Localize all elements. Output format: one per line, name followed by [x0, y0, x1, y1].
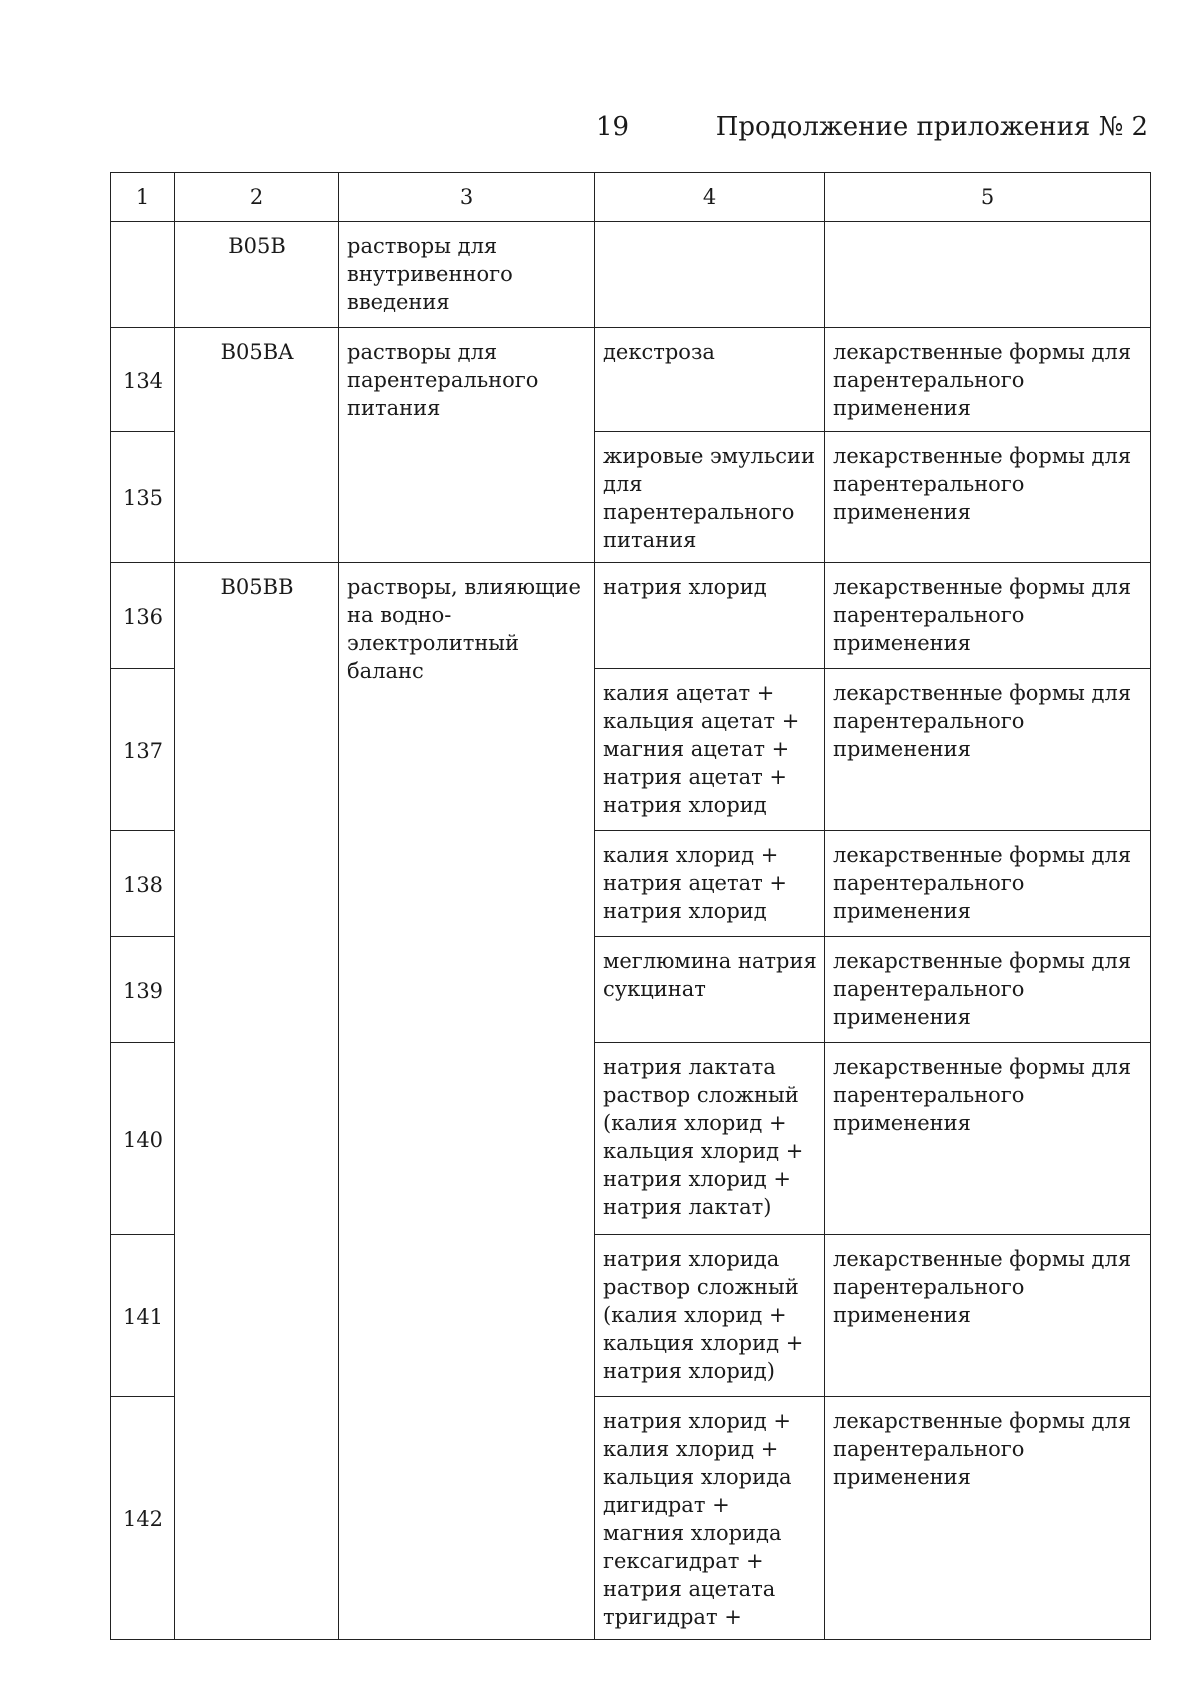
substance-cell — [595, 222, 825, 328]
substance-cell: калия хлорид + натрия ацетат + натрия хлорид — [595, 831, 825, 937]
forms-cell: лекарственные формы для парентерального применения — [825, 937, 1151, 1043]
table-row — [111, 563, 1151, 669]
column-header: 3 — [339, 173, 595, 222]
forms-cell: лекарственные формы для парентерального применения — [825, 1235, 1151, 1397]
substance-cell: натрия хлорида раствор сложный (калия хлорид + кальция хлорид + натрия хлорид) — [595, 1235, 825, 1397]
row-number-cell: 141 — [111, 1235, 175, 1397]
substance-cell: декстроза — [595, 328, 825, 432]
page-number: 19 — [596, 112, 630, 142]
row-number-cell: 135 — [111, 432, 175, 563]
forms-cell: лекарственные формы для парентерального применения — [825, 563, 1151, 669]
substance-cell: калия ацетат + кальция ацетат + магния ацетат + натрия ацетат + натрия хлорид — [595, 669, 825, 831]
substance-cell: натрия хлорид — [595, 563, 825, 669]
forms-cell: лекарственные формы для парентерального применения — [825, 669, 1151, 831]
substance-cell: меглюмина натрия сукцинат — [595, 937, 825, 1043]
row-number-cell: 137 — [111, 669, 175, 831]
forms-cell — [825, 222, 1151, 328]
atc-code-cell: B05BA — [175, 328, 339, 563]
forms-cell: лекарственные формы для парентерального применения — [825, 1397, 1151, 1640]
table-row — [111, 222, 1151, 328]
column-header: 4 — [595, 173, 825, 222]
column-header: 2 — [175, 173, 339, 222]
atc-group-cell: растворы, влияющие на водно-электролитный баланс — [339, 563, 595, 1640]
drug-table — [110, 172, 1151, 1640]
column-numbers-row — [111, 173, 1151, 222]
row-number-cell: 136 — [111, 563, 175, 669]
forms-cell: лекарственные формы для парентерального применения — [825, 328, 1151, 432]
atc-code-cell: B05B — [175, 222, 339, 328]
table-row — [111, 328, 1151, 432]
row-number-cell: 138 — [111, 831, 175, 937]
row-number-cell: 134 — [111, 328, 175, 432]
substance-cell: натрия лактата раствор сложный (калия хлорид + кальция хлорид + натрия хлорид + натрия лактат) — [595, 1043, 825, 1235]
row-number-cell: 140 — [111, 1043, 175, 1235]
atc-group-cell: растворы для парентерального питания — [339, 328, 595, 563]
atc-group-cell: растворы для внутривенного введения — [339, 222, 595, 328]
substance-cell: натрия хлорид + калия хлорид + кальция хлорида дигидрат + магния хлорида гексагидрат + натрия ацетата тригидрат + — [595, 1397, 825, 1640]
row-number-cell: 142 — [111, 1397, 175, 1640]
column-header: 5 — [825, 173, 1151, 222]
column-header: 1 — [111, 173, 175, 222]
forms-cell: лекарственные формы для парентерального применения — [825, 831, 1151, 937]
header-title: Продолжение приложения № 2 — [715, 112, 1148, 142]
forms-cell: лекарственные формы для парентерального применения — [825, 1043, 1151, 1235]
row-number-cell: 139 — [111, 937, 175, 1043]
row-number-cell — [111, 222, 175, 328]
forms-cell: лекарственные формы для парентерального применения — [825, 432, 1151, 563]
substance-cell: жировые эмульсии для парентерального питания — [595, 432, 825, 563]
atc-code-cell: B05BB — [175, 563, 339, 1640]
